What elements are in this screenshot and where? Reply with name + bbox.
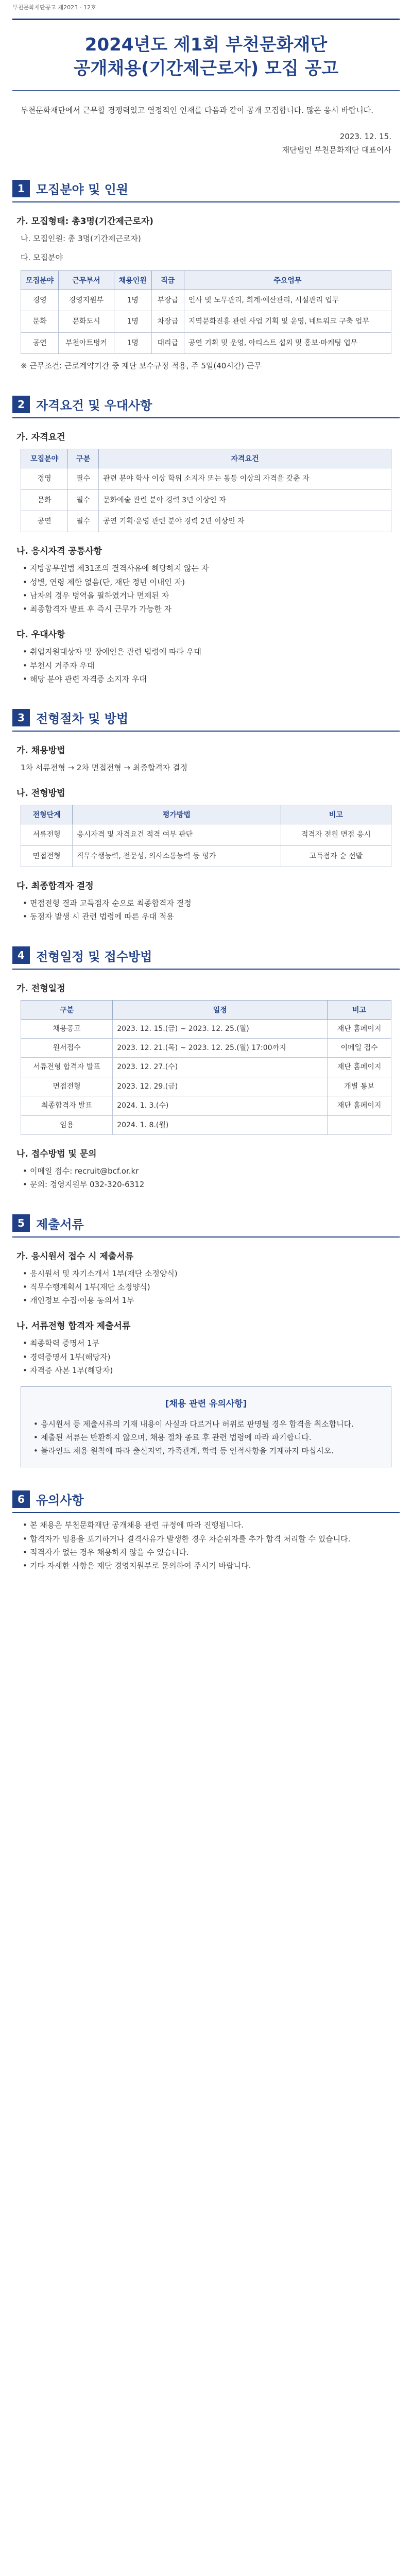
table-cell: 2023. 12. 21.(목) ~ 2023. 12. 25.(월) 17:00까지 — [113, 1039, 328, 1058]
table-cell: 2023. 12. 29.(금) — [113, 1077, 328, 1096]
contact-email: • 이메일 접수: recruit@bcf.or.kr — [21, 1164, 391, 1178]
table-cell: 재단 홈페이지 — [328, 1058, 391, 1077]
intro-text: 부천문화재단에서 근무할 경쟁력있고 열정적인 인재를 다음과 같이 공개 모집합니다. 많은 응시 바랍니다. — [21, 105, 374, 115]
table-cell: 1명 — [114, 332, 151, 353]
table-cell: 부천아트벙커 — [59, 332, 114, 353]
page-title-line1: 2024년도 제1회 부천문화재단 — [84, 35, 328, 55]
section-qualifications — [12, 395, 400, 686]
list-item: • 적격자가 없는 경우 채용하지 않을 수 있습니다. — [21, 1546, 391, 1559]
list-item: • 남자의 경우 병역을 필하였거나 면제된 자 — [21, 589, 391, 602]
section-selection-process — [12, 708, 400, 924]
section-title: 전형일정 및 접수방법 — [36, 949, 152, 964]
list-item: • 직무수행계획서 1부(재단 소정양식) — [21, 1280, 391, 1294]
table-header: 자격요건 — [99, 449, 391, 468]
list-item: • 최종합격자 발표 후 즉시 근무가 가능한 자 — [21, 602, 391, 616]
table-header: 채용인원 — [114, 270, 151, 290]
list-item: • 본 채용은 부천문화재단 공개채용 관련 규정에 따라 진행됩니다. — [21, 1518, 391, 1532]
list-item: • 블라인드 채용 원칙에 따라 출신지역, 가족관계, 학력 등 인적사항을 기재하지 마십시오. — [31, 1444, 381, 1458]
table-cell: 관련 분야 학사 이상 학위 소지자 또는 동등 이상의 자격을 갖춘 자 — [99, 468, 391, 489]
table-header: 평가방법 — [73, 805, 281, 824]
section-header — [12, 179, 400, 202]
list-item: • 동점자 발생 시 관련 법령에 따른 우대 적용 — [21, 910, 391, 923]
table-row — [21, 511, 391, 532]
section-title: 모집분야 및 인원 — [36, 182, 128, 197]
text-line: 다. 모집분야 — [21, 252, 63, 262]
subsection-label: 나. 전형방법 — [16, 788, 65, 799]
table-header: 비고 — [328, 1000, 391, 1019]
table-cell: 서류전형 합격자 발표 — [21, 1058, 113, 1077]
list-item: • 제출된 서류는 반환하지 않으며, 채용 절차 종료 후 관련 법령에 따라 파기합니다. — [31, 1431, 381, 1444]
bullet-list — [21, 896, 391, 924]
table-cell: 원서접수 — [21, 1039, 113, 1058]
table-cell: 대리급 — [151, 332, 184, 353]
list-item: • 부천시 거주자 우대 — [21, 659, 391, 672]
subsection-label: 가. 채용방법 — [16, 745, 65, 756]
table-cell: 개별 통보 — [328, 1077, 391, 1096]
section-notes — [12, 1490, 400, 1572]
section-number: 5 — [12, 1214, 30, 1232]
table-row — [21, 1096, 391, 1115]
list-item: • 성별, 연령 제한 없음(단, 재단 정년 이내인 자) — [21, 575, 391, 589]
table-header: 주요업무 — [184, 270, 391, 290]
table-cell: 필수 — [68, 468, 99, 489]
table-cell: 고득점자 순 선발 — [281, 845, 391, 867]
table-row — [21, 332, 391, 353]
table-row — [21, 1019, 391, 1038]
table-row — [21, 845, 391, 867]
table-row — [21, 311, 391, 332]
table-cell: 경영 — [21, 468, 68, 489]
table-header: 근무부서 — [59, 270, 114, 290]
section-number: 4 — [12, 946, 30, 964]
bullet-list — [21, 1267, 391, 1308]
table-row — [21, 290, 391, 311]
table-cell: 경영지원부 — [59, 290, 114, 311]
list-item: • 취업지원대상자 및 장애인은 관련 법령에 따라 우대 — [21, 645, 391, 658]
section-number: 3 — [12, 709, 30, 726]
table-cell: 적격자 전원 면접 응시 — [281, 824, 391, 845]
bullet-list — [21, 562, 391, 616]
table-cell: 채용공고 — [21, 1019, 113, 1038]
table-cell: 면접전형 — [21, 845, 73, 867]
section-header — [12, 1490, 400, 1513]
subsection-label: 가. 자격요건 — [16, 432, 65, 443]
table-cell: 차장급 — [151, 311, 184, 332]
subsection-label: 나. 접수방법 및 문의 — [16, 1149, 97, 1159]
issuer: 재단법인 부천문화재단 대표이사 — [282, 145, 391, 155]
table-header: 일정 — [113, 1000, 328, 1019]
contact-phone: • 문의: 경영지원부 032-320-6312 — [21, 1178, 391, 1191]
list-item: • 면접전형 결과 고득점자 순으로 최종합격자 결정 — [21, 896, 391, 910]
section-header — [12, 1214, 400, 1238]
table-row — [21, 1115, 391, 1134]
title-box — [12, 19, 400, 91]
list-item: • 해당 분야 관련 자격증 소지자 우대 — [21, 672, 391, 686]
table-cell: 경영 — [21, 290, 59, 311]
list-item: • 지방공무원법 제31조의 결격사유에 해당하지 않는 자 — [21, 562, 391, 575]
table-header: 모집분야 — [21, 270, 59, 290]
table-cell: 인사 및 노무관리, 회계·예산관리, 시설관리 업무 — [184, 290, 391, 311]
section-header — [12, 946, 400, 970]
table-cell: 응시자격 및 자격요건 적격 여부 판단 — [73, 824, 281, 845]
table-cell: 직무수행능력, 전문성, 의사소통능력 등 평가 — [73, 845, 281, 867]
table-header: 전형단계 — [21, 805, 73, 824]
section-header — [12, 708, 400, 732]
table-cell: 재단 홈페이지 — [328, 1019, 391, 1038]
table-cell: 문화예술 관련 분야 경력 3년 이상인 자 — [99, 489, 391, 511]
list-item: • 자격증 사본 1부(해당자) — [21, 1364, 391, 1377]
table-cell: 필수 — [68, 489, 99, 511]
table-cell: 재단 홈페이지 — [328, 1096, 391, 1115]
section-number: 1 — [12, 180, 30, 197]
table-cell — [328, 1115, 391, 1134]
subsection-label: 가. 전형일정 — [16, 983, 65, 994]
notice-title: [채용 관련 유의사항] — [165, 1399, 247, 1409]
section-number: 6 — [12, 1490, 30, 1508]
schedule-table — [21, 1000, 391, 1135]
table-cell: 공연 기획 및 운영, 아티스트 섭외 및 홍보·마케팅 업무 — [184, 332, 391, 353]
process-table — [21, 805, 391, 867]
notice-list — [31, 1417, 381, 1458]
subsection-label: 가. 응시원서 접수 시 제출서류 — [16, 1251, 134, 1262]
table-cell: 부장급 — [151, 290, 184, 311]
text-line: 1차 서류전형 → 2차 면접전형 → 최종합격자 결정 — [21, 763, 187, 773]
section-title: 제출서류 — [36, 1217, 84, 1232]
table-cell: 2023. 12. 27.(수) — [113, 1058, 328, 1077]
table-row — [21, 1039, 391, 1058]
section-title: 유의사항 — [36, 1493, 84, 1508]
list-item: • 합격자가 임용을 포기하거나 결격사유가 발생한 경우 차순위자를 추가 합격 처리할 수 있습니다. — [21, 1532, 391, 1546]
list-item: • 최종학력 증명서 1부 — [21, 1336, 391, 1350]
list-item: • 응시원서 등 제출서류의 기재 내용이 사실과 다르거나 허위로 판명될 경우 합격을 취소합니다. — [31, 1417, 381, 1431]
table-header: 모집분야 — [21, 449, 68, 468]
page-title-line2: 공개채용(기간제근로자) 모집 공고 — [73, 58, 339, 79]
table-cell: 1명 — [114, 290, 151, 311]
section-title: 전형절차 및 방법 — [36, 711, 128, 726]
list-item: • 개인정보 수집·이용 동의서 1부 — [21, 1294, 391, 1307]
bullet-list — [21, 645, 391, 686]
table-cell: 문화 — [21, 311, 59, 332]
section-documents — [12, 1214, 400, 1468]
bullet-list — [21, 1518, 391, 1572]
table-cell: 이메일 접수 — [328, 1039, 391, 1058]
subsection-label: 나. 응시자격 공통사항 — [16, 546, 102, 557]
subsection-label: 나. 서류전형 합격자 제출서류 — [16, 1321, 131, 1332]
table-cell: 최종합격자 발표 — [21, 1096, 113, 1115]
table-header: 직급 — [151, 270, 184, 290]
table-row — [21, 824, 391, 845]
notice-box — [21, 1386, 391, 1467]
table-cell: 1명 — [114, 311, 151, 332]
table-cell: 공연 — [21, 332, 59, 353]
table-row — [21, 468, 391, 489]
section-number: 2 — [12, 396, 30, 413]
notice-date: 2023. 12. 15. — [339, 132, 391, 142]
date-line — [21, 130, 391, 157]
table-row — [21, 489, 391, 511]
table-cell: 문화도시 — [59, 311, 114, 332]
table-header: 구분 — [21, 1000, 113, 1019]
table-cell: 2024. 1. 3.(수) — [113, 1096, 328, 1115]
section-title: 자격요건 및 우대사항 — [36, 398, 152, 413]
notice-number: 부천문화재단공고 제2023 - 12호 — [12, 4, 96, 11]
table-header: 구분 — [68, 449, 99, 468]
table-cell: 서류전형 — [21, 824, 73, 845]
qualification-table — [21, 449, 391, 532]
table-cell: 2024. 1. 8.(월) — [113, 1115, 328, 1134]
section-recruitment-field — [12, 179, 400, 372]
table-header: 비고 — [281, 805, 391, 824]
bullet-list — [21, 1164, 391, 1192]
subsection-label: 다. 우대사항 — [16, 630, 65, 640]
table-cell: 면접전형 — [21, 1077, 113, 1096]
table-cell: 공연 기획·운영 관련 분야 경력 2년 이상인 자 — [99, 511, 391, 532]
table-row — [21, 1077, 391, 1096]
subsection-label: 다. 최종합격자 결정 — [16, 881, 94, 892]
subsection-label: 가. 모집형태: 총3명(기간제근로자) — [16, 216, 153, 227]
list-item: • 기타 자세한 사항은 재단 경영지원부로 문의하여 주시기 바랍니다. — [21, 1559, 391, 1572]
table-cell: 공연 — [21, 511, 68, 532]
table-cell: 지역문화진흥 관련 사업 기획 및 운영, 네트워크 구축 업무 — [184, 311, 391, 332]
recruitment-table — [21, 270, 391, 354]
table-cell: 임용 — [21, 1115, 113, 1134]
list-item: • 경력증명서 1부(해당자) — [21, 1350, 391, 1364]
section-schedule — [12, 946, 400, 1192]
list-item: • 응시원서 및 자기소개서 1부(재단 소정양식) — [21, 1267, 391, 1280]
bullet-list — [21, 1336, 391, 1377]
table-cell: 2023. 12. 15.(금) ~ 2023. 12. 25.(월) — [113, 1019, 328, 1038]
section-header — [12, 395, 400, 418]
table-footnote: ※ 근무조건: 근로계약기간 중 재단 보수규정 적용, 주 5일(40시간) 근무 — [21, 361, 262, 370]
table-row — [21, 1058, 391, 1077]
table-cell: 필수 — [68, 511, 99, 532]
table-cell: 문화 — [21, 489, 68, 511]
text-line: 나. 모집인원: 총 3명(기간제근로자) — [21, 234, 141, 244]
